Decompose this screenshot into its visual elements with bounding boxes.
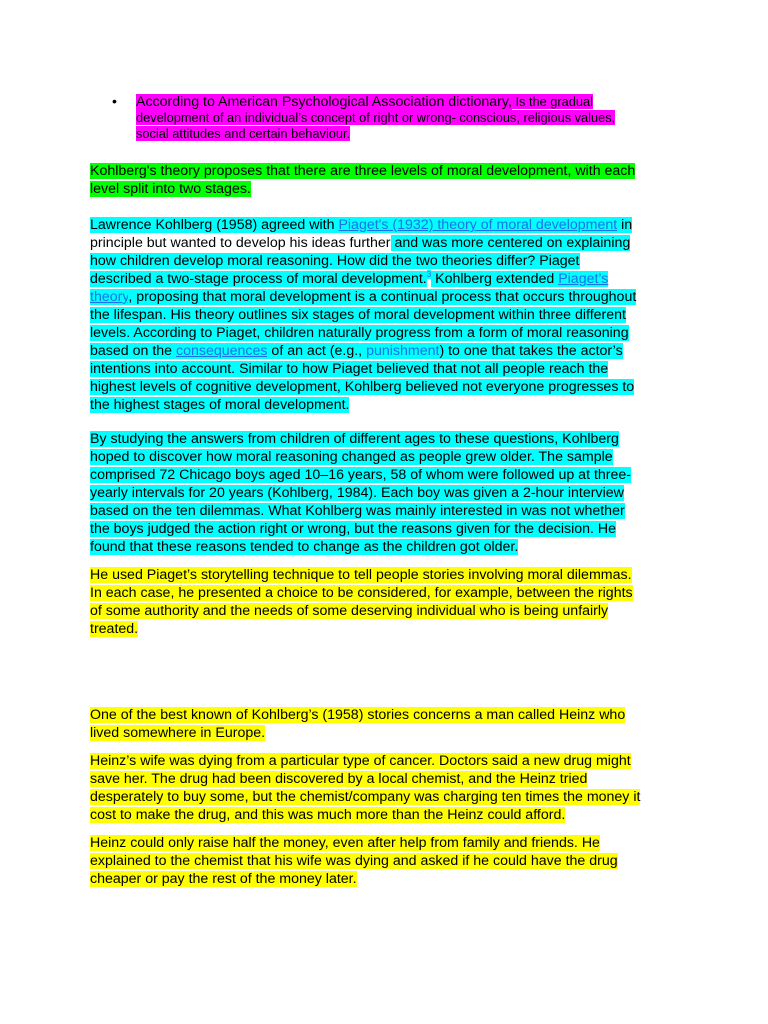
paragraph-line: Kohlberg's theory proposes that there are three levels of moral development, with each <box>90 163 636 179</box>
paragraph-line: described a two-stage process of moral development. <box>90 271 427 287</box>
paragraph-line: principle but wanted to develop his ideas further <box>90 235 391 251</box>
paragraph-line: , proposing that moral development is a continual process that occurs throughout <box>128 289 637 305</box>
theory-link[interactable]: theory <box>90 289 129 305</box>
paragraph-kohlberg-levels <box>90 162 680 198</box>
paragraph-line: save her. The drug had been discovered by a local chemist, and the Heinz tried <box>90 771 588 787</box>
paragraph-line: Kohlberg extended <box>431 271 559 287</box>
bullet-line: social attitudes and certain behaviour. <box>136 126 351 141</box>
paragraph-line: In each case, he presented a choice to be considered, for example, between the rights <box>90 585 633 601</box>
paragraph-kohlberg-piaget <box>90 216 680 414</box>
paragraph-line: lived somewhere in Europe. <box>90 725 266 741</box>
paragraph-line: desperately to buy some, but the chemist/company was charging ten times the money it <box>90 789 641 805</box>
paragraph-line: He used Piaget’s storytelling technique to tell people stories involving moral dilemmas. <box>90 567 632 583</box>
paragraph-line: hoped to discover how moral reasoning changed as people grew older. The sample <box>90 449 613 465</box>
paragraph-line: ) to one that takes the actor’s <box>439 343 623 359</box>
paragraph-line: Heinz could only raise half the money, even after help from family and friends. He <box>90 835 600 851</box>
paragraph-line: By studying the answers from children of different ages to these questions, Kohlberg <box>90 431 619 447</box>
paragraph-line: One of the best known of Kohlberg’s (1958) stories concerns a man called Heinz who <box>90 707 626 723</box>
paragraph-line: based on the <box>90 343 176 359</box>
piaget-theory-link-2[interactable]: Piaget’s <box>558 271 609 287</box>
consequences-link[interactable]: consequences <box>175 343 268 359</box>
bullet-line: According to American Psychological Association dictionary, <box>136 94 512 110</box>
bullet-line: development of an individual’s concept of right or wrong- conscious, religious values, <box>136 110 616 125</box>
paragraph-line: and was more centered on explaining <box>390 235 631 251</box>
paragraph-line: Heinz’s wife was dying from a particular type of cancer. Doctors said a new drug might <box>90 753 631 769</box>
piaget-theory-link[interactable]: Piaget's (1932) theory of moral development <box>338 217 618 233</box>
punishment-link[interactable]: punishment <box>366 343 440 359</box>
paragraph-line: explained to the chemist that his wife was dying and asked if he could have the drug <box>90 853 618 869</box>
paragraph-line: the lifespan. His theory outlines six stages of moral development within three different <box>90 307 626 323</box>
bullet-text <box>136 94 676 142</box>
bullet-icon: • <box>112 94 117 110</box>
paragraph-line: the boys judged the action right or wrong, but the reasons given for the decision. He <box>90 521 617 537</box>
paragraph-line: highest levels of cognitive development, Kohlberg believed not everyone progresses to <box>90 379 635 395</box>
paragraph-line: yearly intervals for 20 years (Kohlberg, 1984). Each boy was given a 2-hour interview <box>90 485 624 501</box>
paragraph-line: based on the ten dilemmas. What Kohlberg was mainly interested in was not whether <box>90 503 625 519</box>
paragraph-line: level split into two stages. <box>90 181 251 197</box>
paragraph-line: the highest stages of moral development. <box>90 397 350 413</box>
paragraph-line: levels. According to Piaget, children naturally progress from a form of moral reasoning <box>90 325 629 341</box>
paragraph-heinz-intro <box>90 706 680 742</box>
footnote-ref[interactable]: 3 <box>426 270 432 280</box>
paragraph-study-method <box>90 430 680 556</box>
paragraph-line: Lawrence Kohlberg (1958) agreed with <box>90 217 339 233</box>
paragraph-line: how children develop moral reasoning. How did the two theories differ? Piaget <box>90 253 580 269</box>
paragraph-line: of an act (e.g., <box>267 343 367 359</box>
paragraph-line: in <box>617 217 633 233</box>
paragraph-line: treated. <box>90 621 139 637</box>
paragraph-heinz-money <box>90 834 680 888</box>
paragraph-line: comprised 72 Chicago boys aged 10–16 years, 58 of whom were followed up at three- <box>90 467 632 483</box>
paragraph-line: cheaper or pay the rest of the money later. <box>90 871 357 887</box>
paragraph-storytelling <box>90 566 680 638</box>
paragraph-line: found that these reasons tended to change as the children got older. <box>90 539 519 555</box>
paragraph-line: intentions into account. Similar to how Piaget believed that not all people reach the <box>90 361 609 377</box>
paragraph-heinz-wife <box>90 752 680 824</box>
paragraph-line: of some authority and the needs of some deserving individual who is being unfairly <box>90 603 609 619</box>
bullet-line: Is the gradual <box>511 94 593 109</box>
paragraph-line: cost to make the drug, and this was much more than the Heinz could afford. <box>90 807 566 823</box>
